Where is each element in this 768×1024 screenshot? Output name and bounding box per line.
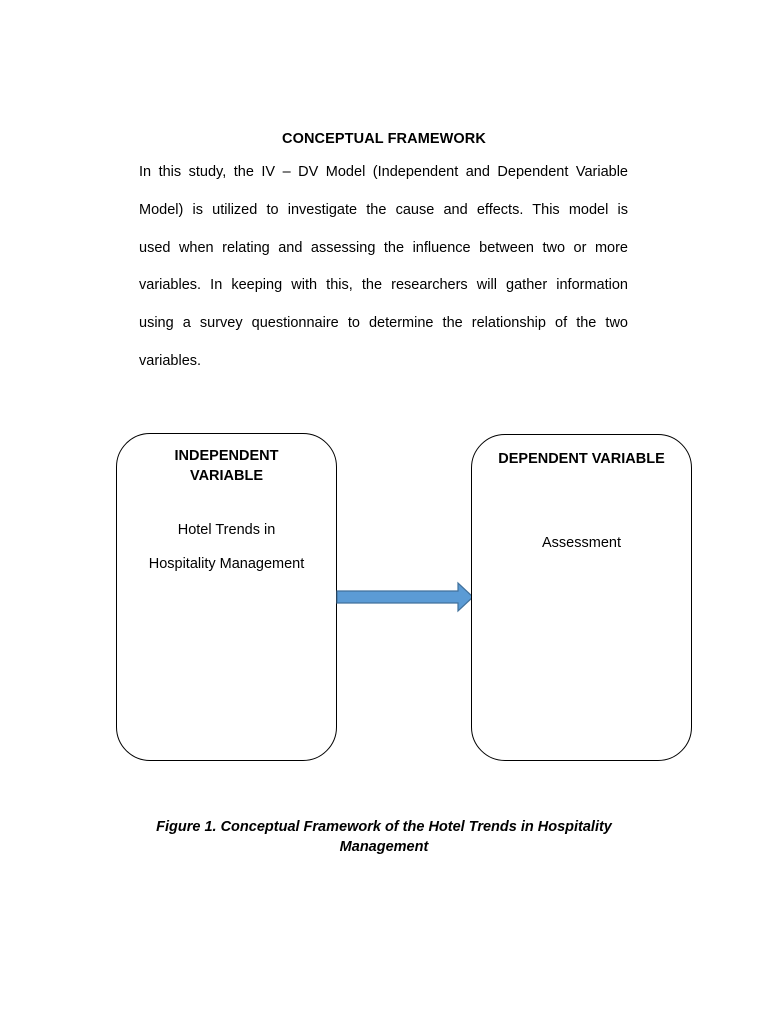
dependent-variable-title: DEPENDENT VARIABLE [498, 451, 665, 467]
paragraph-line: In this study, the IV – DV Model (Independent and Dependent Variable [139, 164, 628, 180]
independent-variable-title-line2: VARIABLE [189, 468, 264, 484]
arrow-shape [337, 583, 473, 611]
paragraph-line: used when relating and assessing the influence between two or more [139, 240, 628, 256]
dependent-variable-text: Assessment [542, 535, 621, 551]
figure-caption-line1: Figure 1. Conceptual Framework of the Hotel Trends in Hospitality [156, 819, 612, 835]
paragraph-line: Model) is utilized to investigate the cause and effects. This model is [139, 202, 628, 218]
independent-variable-title-line1: INDEPENDENT [174, 448, 279, 464]
independent-variable-text-line2: Hospitality Management [148, 556, 305, 572]
paragraph-line: variables. [139, 353, 202, 369]
paragraph-line: variables. In keeping with this, the researchers will gather information [139, 277, 628, 293]
independent-variable-text-line1: Hotel Trends in [177, 522, 276, 538]
independent-variable-box [116, 433, 337, 761]
dependent-variable-box [471, 434, 692, 761]
cause-effect-arrow [336, 581, 476, 613]
page-heading: CONCEPTUAL FRAMEWORK [282, 131, 486, 147]
figure-caption-line2: Management [339, 839, 429, 855]
paragraph-line: using a survey questionnaire to determine the relationship of the two [139, 315, 628, 331]
